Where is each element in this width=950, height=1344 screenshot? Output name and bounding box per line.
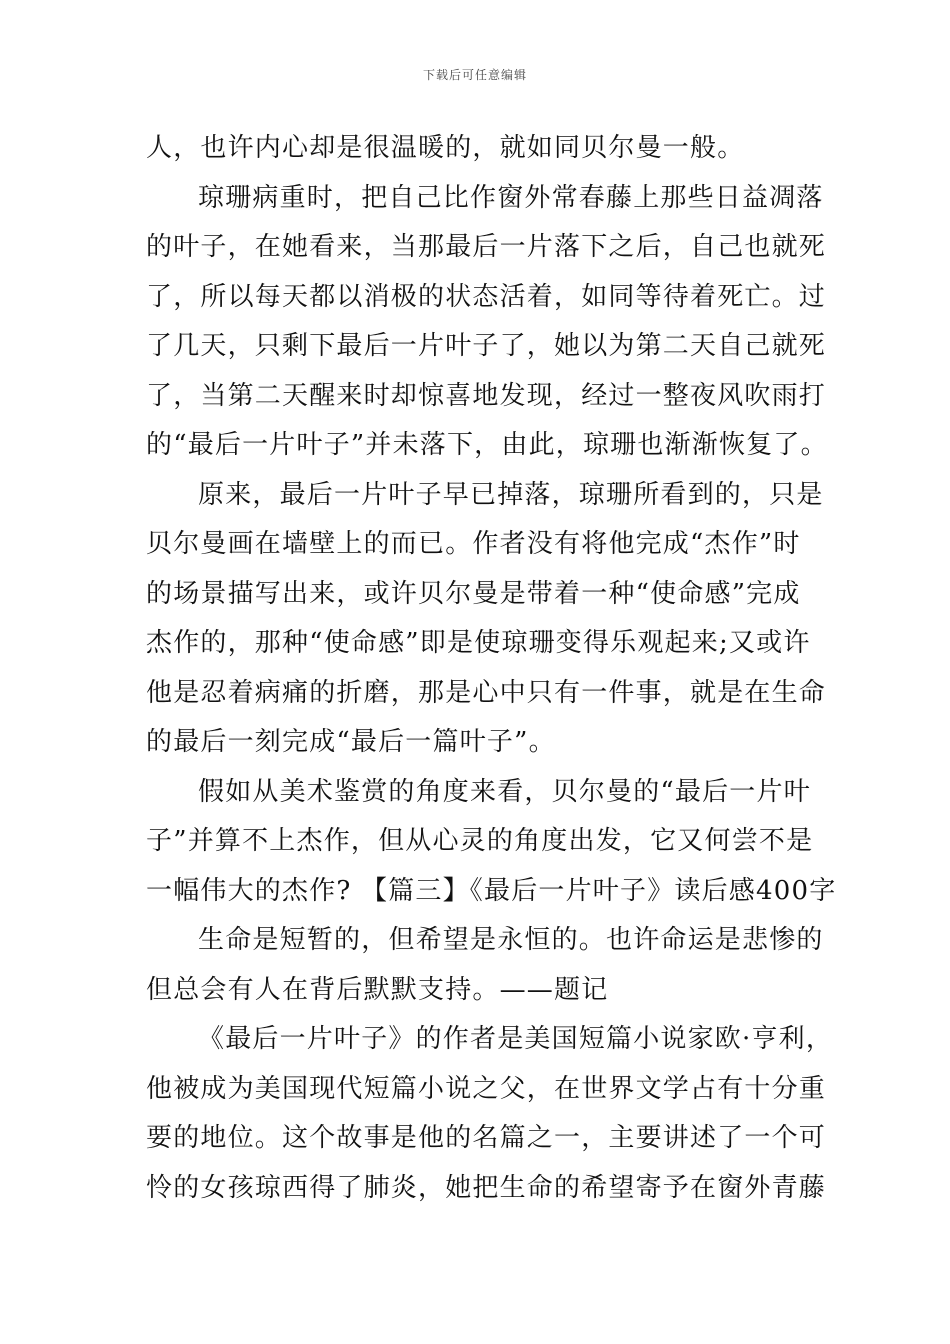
- text-line: 琼珊病重时，把自己比作窗外常春藤上那些日益凋落: [198, 182, 824, 213]
- text-line: 但总会有人在背后默默支持。——题记: [146, 974, 609, 1005]
- text-line: 杰作的，那种“使命感”即是使琼珊变得乐观起来;又或许: [146, 628, 811, 658]
- text-line: 要的地位。这个故事是他的名篇之一，主要讲述了一个可: [146, 1123, 827, 1153]
- text-line: 一幅伟大的杰作? 【篇三】《最后一片叶子》读后感400字: [146, 875, 837, 906]
- text-line: 的叶子，在她看来，当那最后一片落下之后，自己也就死: [146, 232, 827, 262]
- text-line: 原来，最后一片叶子早已掉落，琼珊所看到的，只是: [198, 479, 824, 510]
- text-line: 了，当第二天醒来时却惊喜地发现，经过一整夜风吹雨打: [146, 380, 827, 411]
- text-line: 了，所以每天都以消极的状态活着，如同等待着死亡。过: [146, 281, 827, 312]
- text-line: 的场景描写出来，或许贝尔曼是带着一种“使命感”完成: [146, 578, 801, 609]
- text-line: 《最后一片叶子》的作者是美国短篇小说家欧·亨利，: [198, 1024, 834, 1054]
- text-line: 的最后一刻完成“最后一篇叶子”。: [146, 727, 556, 757]
- text-line: 子”并算不上杰作，但从心灵的角度出发，它又何尝不是: [146, 826, 814, 856]
- text-line: 怜的女孩琼西得了肺炎，她把生命的希望寄予在窗外青藤: [146, 1172, 827, 1203]
- text-line: 假如从美术鉴赏的角度来看，贝尔曼的“最后一片叶: [198, 776, 811, 807]
- document-body: [146, 124, 837, 1213]
- text-line: 人，也许内心却是很温暖的，就如同贝尔曼一般。: [146, 133, 745, 163]
- text-line: 生命是短暂的，但希望是永恒的。也许命运是悲惨的: [198, 925, 824, 955]
- page-header: 下载后可任意编辑: [422, 68, 527, 82]
- text-line: 了几天，只剩下最后一片叶子了，她以为第二天自己就死: [146, 331, 827, 361]
- text-line: 的“最后一片叶子”并未落下，由此，琼珊也渐渐恢复了。: [146, 430, 828, 460]
- text-line: 他是忍着病痛的折磨，那是心中只有一件事，就是在生命: [146, 677, 827, 708]
- text-line: 他被成为美国现代短篇小说之父，在世界文学占有十分重: [146, 1073, 827, 1104]
- text-line: 贝尔曼画在墙壁上的而已。作者没有将他完成“杰作”时: [146, 529, 801, 559]
